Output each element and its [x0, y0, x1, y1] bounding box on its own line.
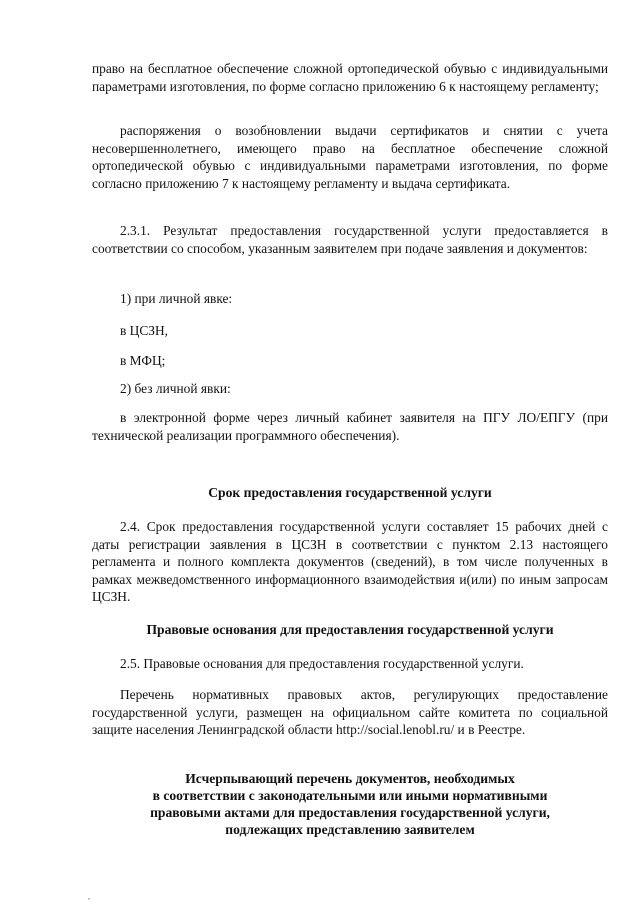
heading-documents-line-1: Исчерпывающий перечень документов, необходимых	[185, 771, 515, 786]
paragraph-2-5: 2.5. Правовые основания для предоставления государственной услуги.	[120, 656, 524, 671]
paragraph-2-3-1: 2.3.1. Результат предоставления государственной услуги предоставляется в соответствии со способом, указанным заявителем при подаче заявления и документов:	[92, 223, 608, 256]
list-item-personal-visit: 1) при личной явке:	[120, 291, 233, 306]
list-item-no-visit: 2) без личной явки:	[120, 381, 231, 396]
heading-documents-line-4: подлежащих представлению заявителем	[225, 822, 475, 837]
heading-documents-line-2: в соответствии с законодательными или иными нормативными	[152, 788, 548, 803]
heading-documents-line-3: правовыми актами для предоставления государственной услуги,	[150, 805, 550, 820]
heading-service-term: Срок предоставления государственной услуги	[208, 485, 492, 500]
list-item-mfc: в МФЦ;	[120, 353, 166, 368]
paragraph-certificate-renewal: распоряжения о возобновлении выдачи сертификатов и снятии с учета несовершеннолетнего, имеющего право на бесплатное обеспечение сложной ортопедической обувью с индивидуальными параметрами изготовления, по форме согласно приложению 7 к настоящему регламенту и выдача сертификата.	[92, 123, 608, 191]
scan-mark: ,	[88, 892, 90, 901]
paragraph-electronic-form: в электронной форме через личный кабинет заявителя на ПГУ ЛО/ЕПГУ (при технической реализации программного обеспечения).	[92, 410, 608, 443]
paragraph-2-4: 2.4. Срок предоставления государственной услуги составляет 15 рабочих дней с даты регистрации заявления в ЦСЗН в соответствии с пунктом 2.13 настоящего регламента и полного комплекта документов (сведений), в том числе полученных в рамках межведомственного информационного взаимодействия и(или) по иным запросам ЦСЗН.	[92, 519, 608, 604]
list-item-cszn: в ЦСЗН,	[120, 323, 168, 338]
heading-legal-grounds: Правовые основания для предоставления государственной услуги	[146, 622, 554, 637]
paragraph-orthopedic-shoes-right: право на бесплатное обеспечение сложной ортопедической обувью с индивидуальными параметрами изготовления, по форме согласно приложению 6 к настоящему регламенту;	[92, 61, 608, 94]
paragraph-legal-acts-list: Перечень нормативных правовых актов, регулирующих предоставление государственной услуги, размещен на официальном сайте комитета по социальной защите населения Ленинградской области http://social.lenobl.ru/ и в Реестре.	[92, 687, 608, 737]
